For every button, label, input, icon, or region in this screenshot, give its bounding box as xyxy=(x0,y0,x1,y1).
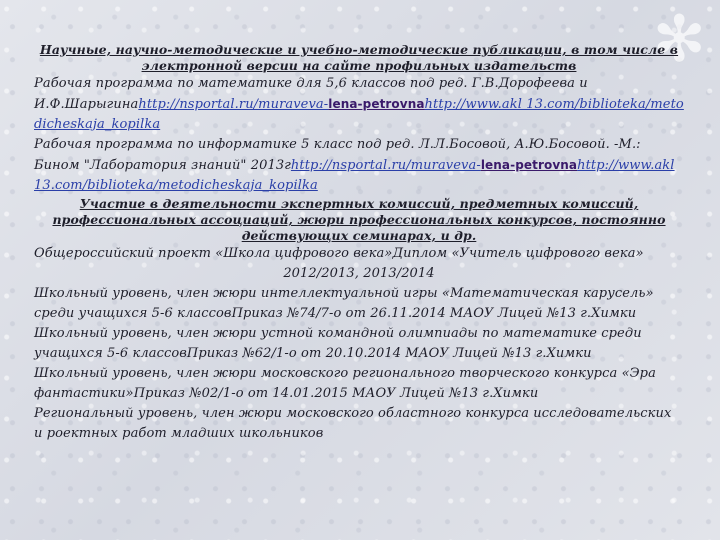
jury-entry: Школьный уровень, член жюри московского регионального творческого конкурса «Эра фантастики»Приказ №02/1-о от 14.01.2015 МАОУ Лицей №13 г.Химки xyxy=(34,366,656,401)
project-entry: Общероссийский проект «Школа цифрового века»Диплом «Учитель цифрового века» xyxy=(34,246,644,261)
program-text: Рабочая программа по информатике 5 класс под ред. Л.Л.Босовой, А.Ю.Босовой. -М.: Бином "Лаборатория знаний" 2013г xyxy=(34,137,641,173)
program-text: Рабочая программа по математике для 5,6 классов под ред. Г.В.Дорофеева и И.Ф.Шарыгина xyxy=(34,76,588,112)
nsportal-link[interactable]: http://nsportal.ru/muraveva- xyxy=(138,97,329,112)
author-mark: lena-petrovna xyxy=(328,97,425,111)
project-years: 2012/2013, 2013/2014 xyxy=(283,266,435,281)
jury-entry: Школьный уровень, член жюри устной командной олимпиады по математике среди учащихся 5-6 классовПриказ №62/1-о от 20.10.2014 МАОУ Лицей №13 г.Химки xyxy=(34,326,642,361)
author-mark: lena-petrovna xyxy=(480,158,578,172)
decorative-asterisk-icon: ✻ xyxy=(652,3,706,77)
program-entry-math xyxy=(34,74,684,135)
akl-link[interactable]: http://www.akl 13.com/biblioteka/metodicheskaja_kopilka xyxy=(34,97,684,132)
nsportal-link[interactable]: http://nsportal.ru/muraveva- xyxy=(290,158,481,173)
jury-entry: Региональный уровень, член жюри московского областного конкурса исследовательских и роектных работ младших школьников xyxy=(34,406,672,441)
section-heading-publications: Научные, научно-методические и учебно-методические публикации, в том числе в электронной версии на сайте профильных издательств xyxy=(39,42,679,73)
akl-link[interactable]: http://www.akl 13.com/biblioteka/metodicheskaja_kopilka xyxy=(34,158,675,193)
program-entry-informatics xyxy=(34,135,684,196)
jury-entry: Школьный уровень, член жюри интеллектуальной игры «Математическая карусель» среди учащихся 5-6 классовПриказ №74/7-о от 26.11.2014 МАОУ Лицей №13 г.Химки xyxy=(34,286,654,321)
document-body xyxy=(34,42,684,444)
section-heading-commissions: Участие в деятельности экспертных комиссий, предметных комиссий, профессиональных ассоциаций, жюри профессиональных конкурсов, постоянно действующих семинарах, и др. xyxy=(52,196,666,243)
